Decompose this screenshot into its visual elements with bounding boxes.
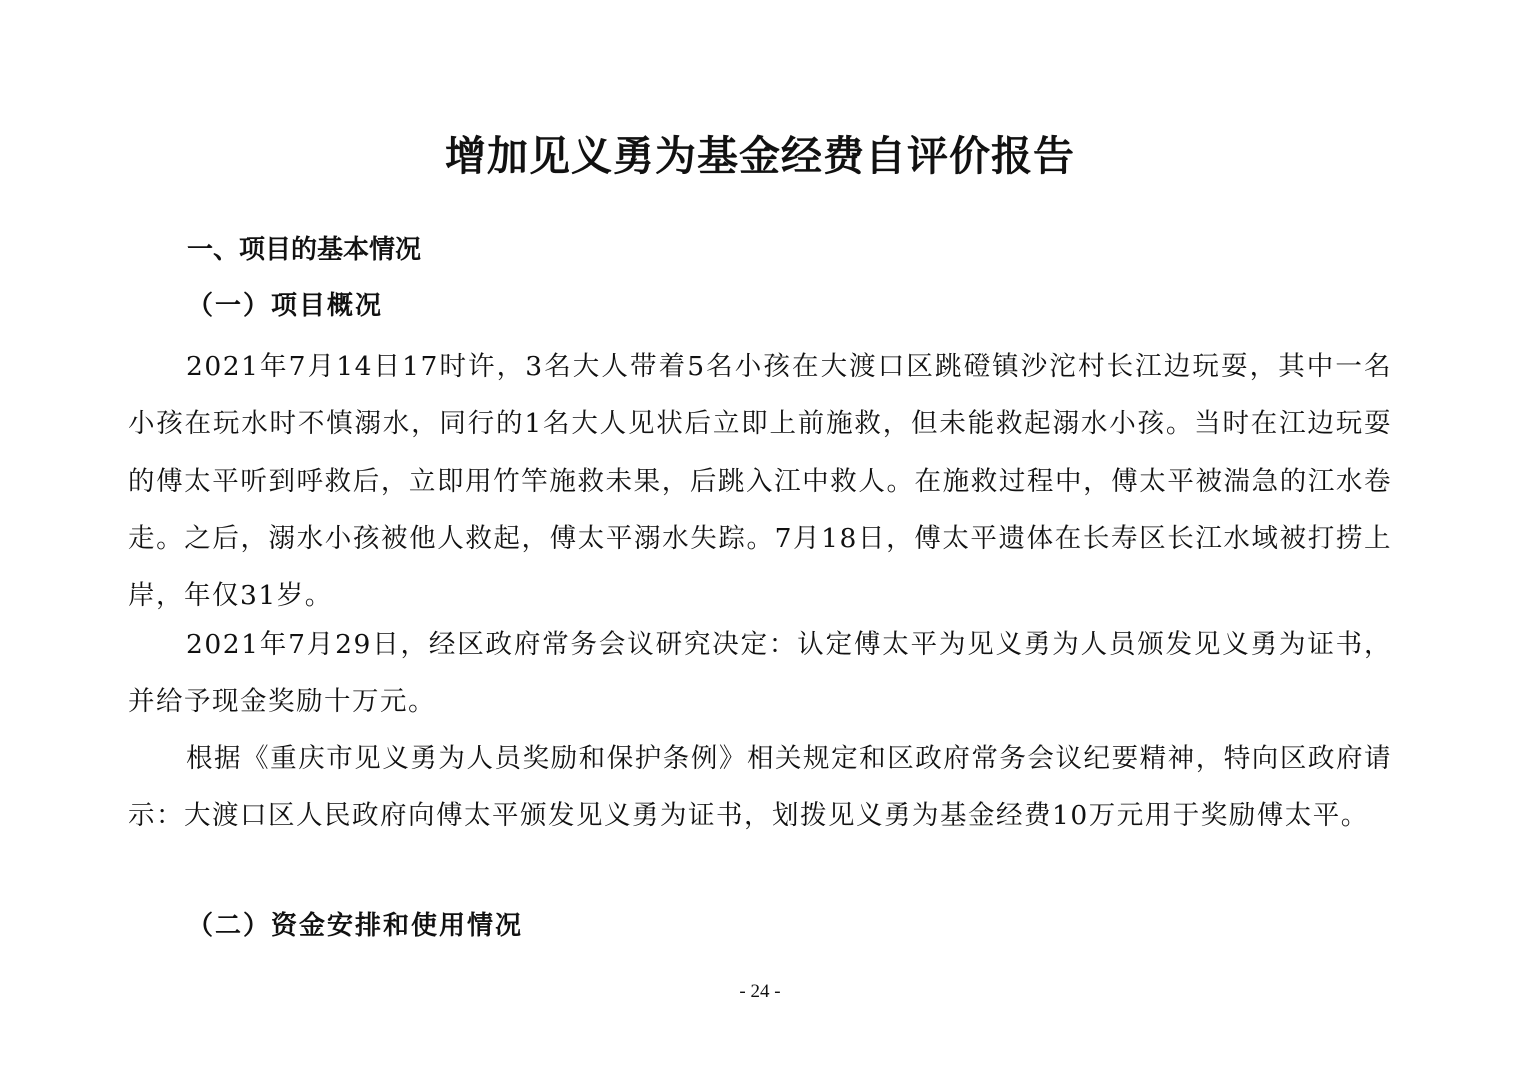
paragraph-request: 根据《重庆市见义勇为人员奖励和保护条例》相关规定和区政府常务会议纪要精神，特向区政府请示：大渡口区人民政府向傅太平颁发见义勇为证书，划拨见义勇为基金经费10万元用于奖励傅太平。 (128, 743, 1392, 832)
subsection-heading-overview: （一）项目概况 (187, 291, 384, 321)
document-title: 增加见义勇为基金经费自评价报告 (445, 132, 1075, 180)
section-heading-basic-info: 一、项目的基本情况 (187, 235, 422, 265)
subsection-heading-funding: （二）资金安排和使用情况 (187, 911, 524, 941)
paragraph-incident: 2021年7月14日17时许，3名大人带着5名小孩在大渡口区跳磴镇沙沱村长江边玩耍，其中一名小孩在玩水时不慎溺水，同行的1名大人见状后立即上前施救，但未能救起溺水小孩。当时在江边玩耍的傅太平听到呼救后，立即用竹竿施救未果，后跳入江中救人。在施救过程中，傅太平被湍急的江水卷走。之后，溺水小孩被他人救起，傅太平溺水失踪。7月18日，傅太平遗体在长寿区长江水域被打捞上岸，年仅31岁。 (128, 351, 1392, 612)
paragraph-decision: 2021年7月29日，经区政府常务会议研究决定：认定傅太平为见义勇为人员颁发见义勇为证书，并给予现金奖励十万元。 (128, 629, 1392, 718)
page-number: - 24 - (739, 981, 781, 1002)
